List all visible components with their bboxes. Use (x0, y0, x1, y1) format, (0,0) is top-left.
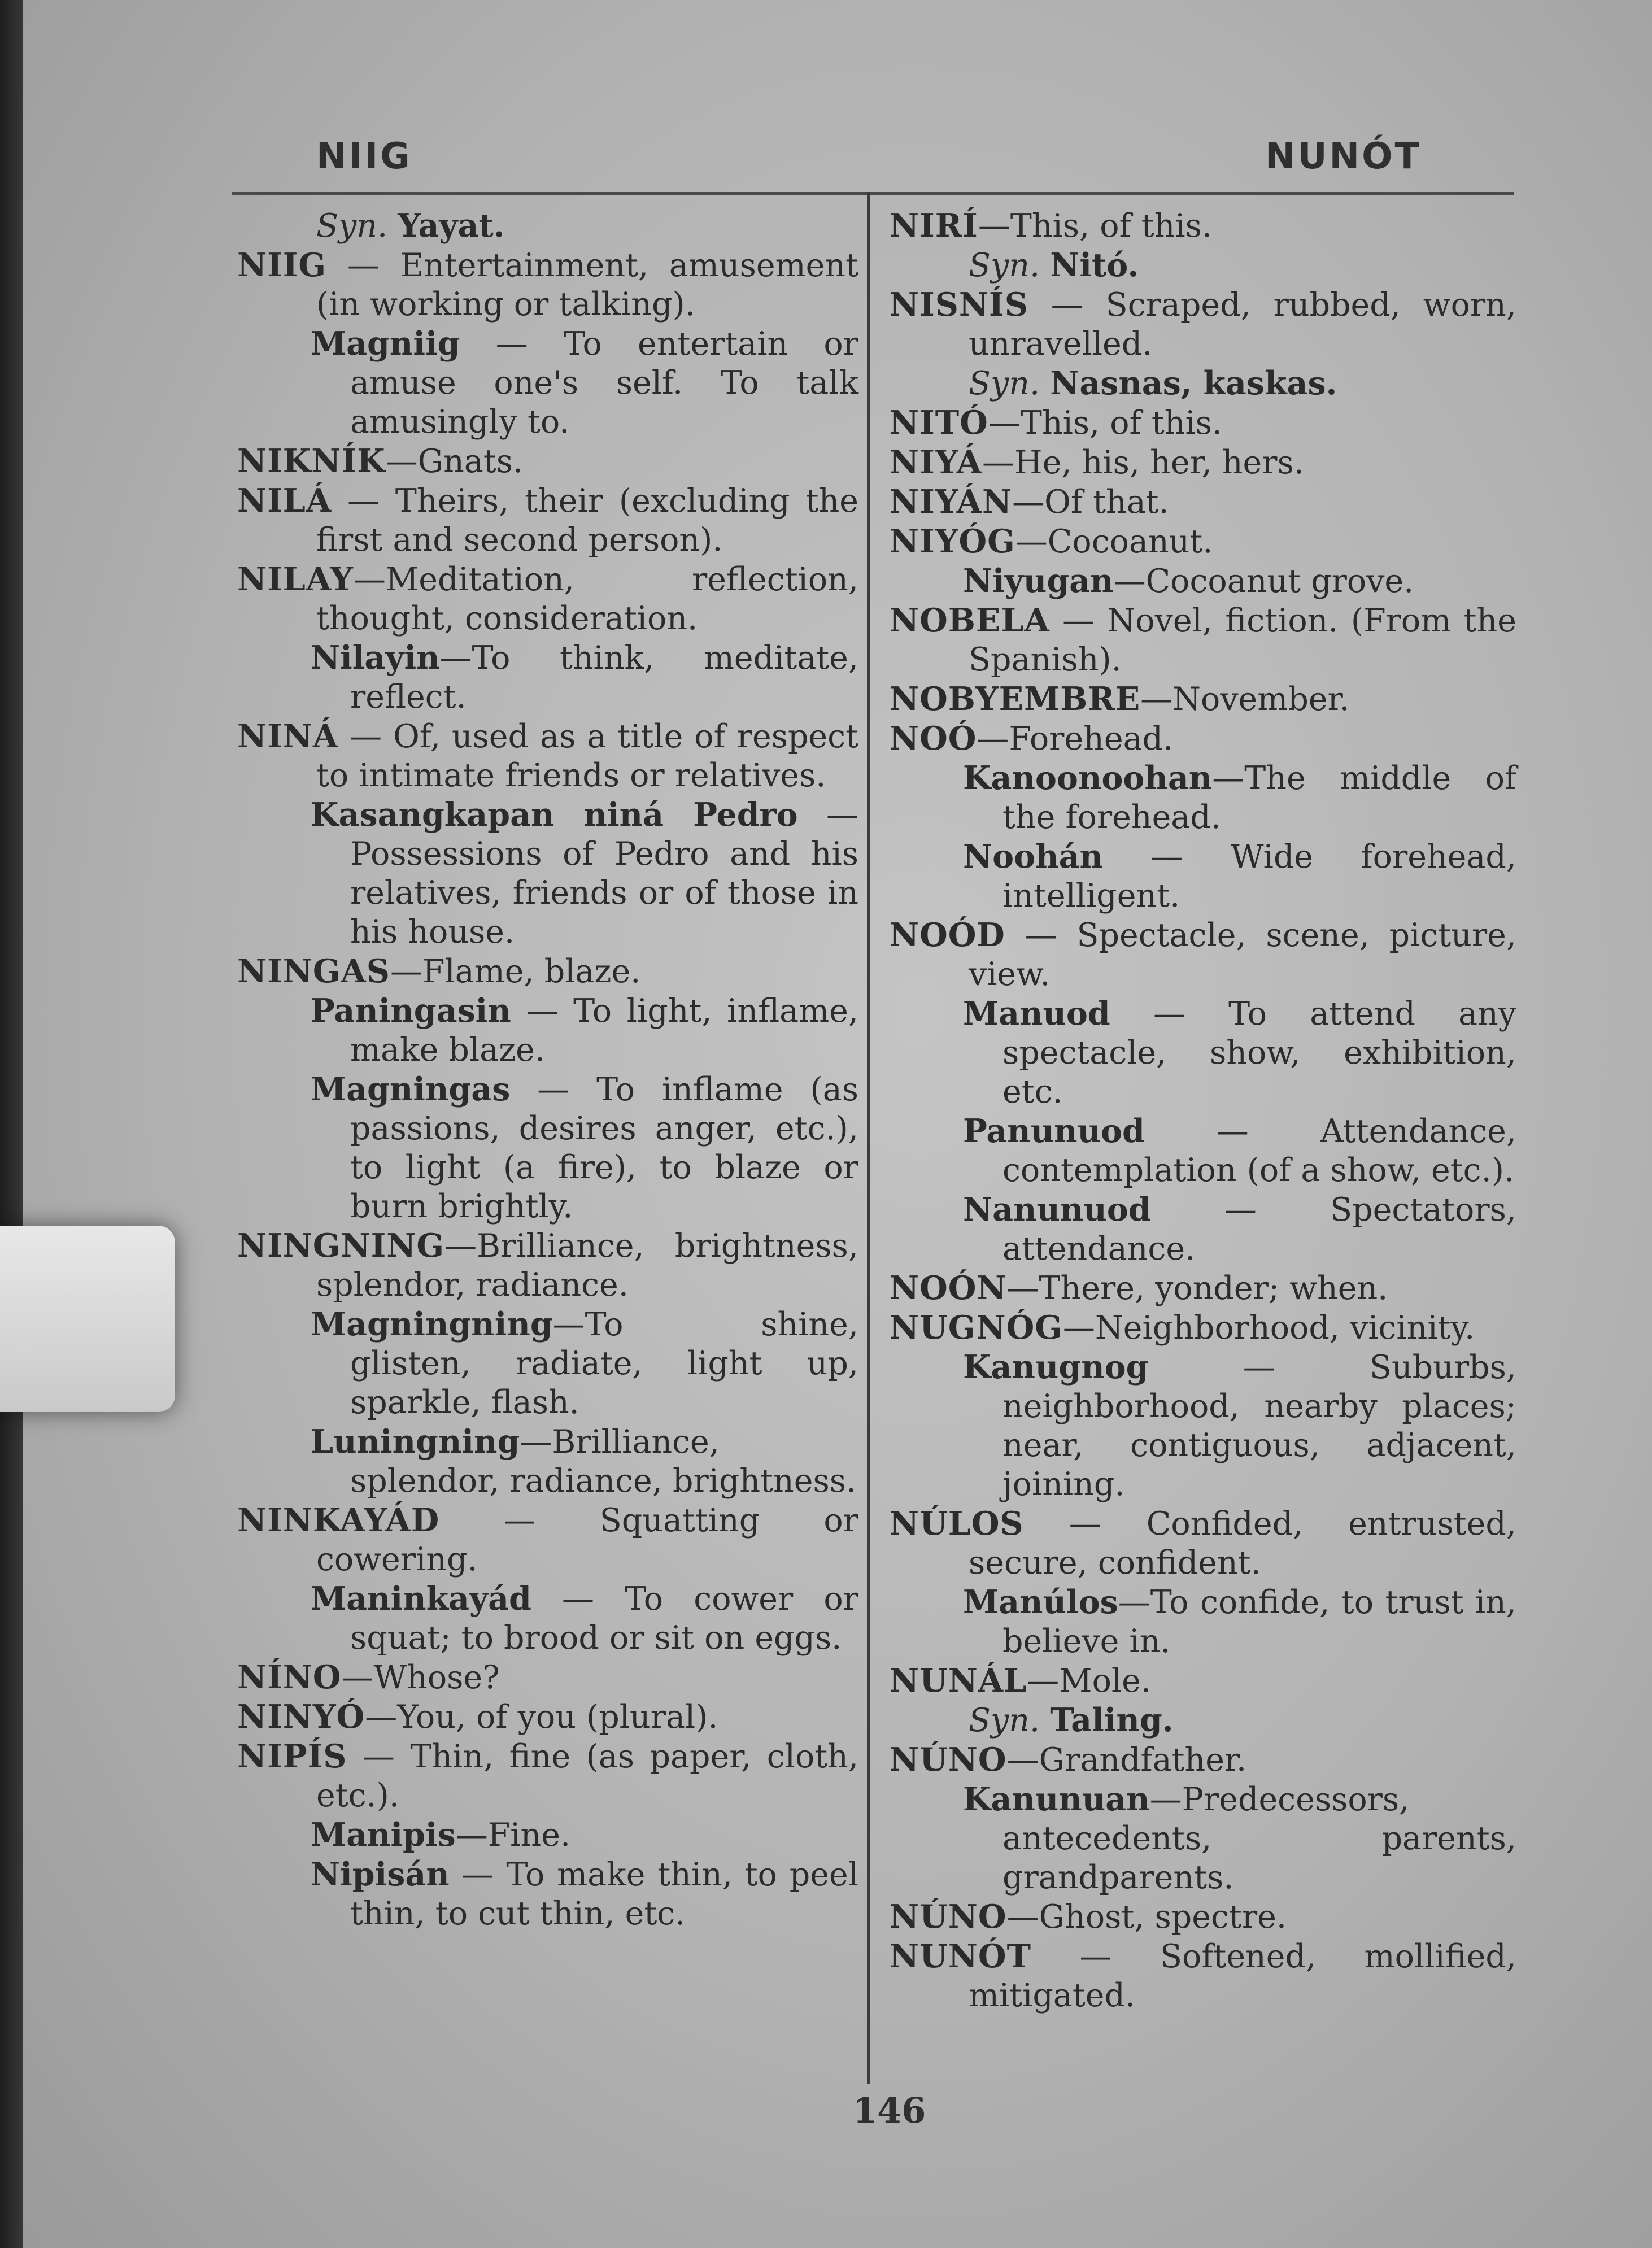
derived-word: Maninkayád (311, 1580, 531, 1618)
definition-text: — To entertain or amuse one's self. To talk amusingly to. (350, 325, 858, 441)
dictionary-entry (890, 482, 1516, 522)
derived-word: Paningasin (311, 992, 511, 1030)
definition-text: —To confide, to trust in, believe in. (1002, 1584, 1516, 1660)
synonym-line (237, 206, 858, 246)
definition-text: —Neighborhood, vicinity. (1062, 1309, 1475, 1347)
definition-text: — Of, used as a title of respect to intimate friends or relatives. (316, 718, 858, 794)
synonym-word: Taling. (1050, 1701, 1174, 1739)
dictionary-entry (890, 1740, 1516, 1780)
headword: NUNÁL (890, 1662, 1027, 1700)
dictionary-entry (890, 1661, 1516, 1701)
sub-entry (890, 1112, 1516, 1190)
definition-text: —Forehead. (977, 720, 1174, 757)
definition-text: —Mole. (1027, 1662, 1151, 1700)
dictionary-entry (237, 442, 858, 481)
definition-text: —Cocoanut grove. (1113, 563, 1414, 600)
headword: NILÁ (237, 482, 332, 520)
dictionary-entry (237, 1737, 858, 1815)
definition-text: — To cower or squat; to brood or sit on eggs. (350, 1580, 858, 1657)
headword: NÚLOS (890, 1505, 1024, 1543)
definition-text: —You, of you (plural). (365, 1698, 718, 1736)
headword: NUGNÓG (890, 1309, 1063, 1347)
sub-entry (237, 1070, 858, 1226)
headword: NILAY (237, 560, 354, 598)
sub-entry (890, 994, 1516, 1112)
sub-entry (890, 1583, 1516, 1661)
definition-text: —November. (1140, 681, 1350, 718)
definition-text: — Softened, mollified, mitigated. (969, 1938, 1516, 2014)
sub-entry (237, 795, 858, 952)
dictionary-entry (890, 719, 1516, 759)
headword: NIKNÍK (237, 442, 386, 480)
sub-entry (890, 1190, 1516, 1269)
derived-word: Nipisán (311, 1855, 450, 1893)
headword: NISNÍS (890, 286, 1028, 324)
header-rule (232, 192, 1514, 195)
synonym-line (890, 246, 1516, 285)
headword: NIYÓG (890, 522, 1015, 560)
sub-entry (237, 1579, 858, 1658)
synonym-line (890, 364, 1516, 403)
sub-entry (890, 561, 1516, 601)
synonym-word: Yayat. (398, 207, 505, 245)
definition-text: — To attend any spectacle, show, exhibition, etc. (1002, 995, 1516, 1110)
definition-text: —Of that. (1012, 483, 1169, 521)
derived-word: Noohán (963, 838, 1103, 875)
definition-text: —He, his, her, hers. (982, 444, 1304, 481)
dictionary-entry (890, 522, 1516, 561)
definition-text: — Attendance, contemplation (of a show, etc.). (1002, 1113, 1516, 1189)
synonym-word: Nasnas, kaskas. (1050, 364, 1337, 402)
definition-text: —Cocoanut. (1015, 523, 1213, 560)
sub-entry (237, 1855, 858, 1933)
definition-text: —To think, meditate, reflect. (350, 639, 858, 716)
sub-entry (237, 1305, 858, 1422)
definition-text: —To shine, glisten, radiate, light up, sparkle, flash. (350, 1306, 858, 1421)
derived-word: Magningning (311, 1305, 553, 1343)
dictionary-entry (890, 285, 1516, 364)
headword: NOÓD (890, 916, 1005, 954)
definition-text: — Possessions of Pedro and his relatives, friends or of those in his house. (350, 796, 858, 951)
sub-entry (237, 638, 858, 717)
headword: NITÓ (890, 404, 988, 442)
sub-entry (237, 991, 858, 1070)
definition-text: —This, of this. (988, 404, 1223, 442)
dictionary-entry (890, 679, 1516, 719)
dictionary-entry (890, 601, 1516, 679)
synonym-word: Nitó. (1050, 246, 1139, 284)
headword: NINGNING (237, 1227, 445, 1265)
dictionary-entry (237, 246, 858, 324)
definition-text: — Scraped, rubbed, worn, unravelled. (969, 286, 1516, 363)
definition-text: — To make thin, to peel thin, to cut thin, etc. (350, 1856, 858, 1932)
definition-text: —The middle of the forehead. (1002, 760, 1516, 836)
dictionary-entry (237, 560, 858, 638)
definition-text: — To inflame (as passions, desires anger, etc.), to light (a fire), to blaze or burn brightly. (350, 1071, 858, 1225)
synonym-label: Syn. (316, 207, 388, 245)
definition-text: —Predecessors, antecedents, parents, grandparents. (1002, 1781, 1516, 1896)
dictionary-entry (890, 1308, 1516, 1348)
dictionary-entry (237, 1501, 858, 1579)
column-divider (867, 192, 870, 2084)
definition-text: — Novel, fiction. (From the Spanish). (969, 602, 1516, 678)
definition-text: —Brilliance, brightness, splendor, radiance. (316, 1227, 858, 1304)
derived-word: Magningas (311, 1070, 511, 1108)
dictionary-entry (890, 1269, 1516, 1308)
definition-text: —Ghost, spectre. (1006, 1898, 1287, 1936)
sub-entry (237, 1815, 858, 1855)
dictionary-entry (890, 1504, 1516, 1583)
dictionary-entry (237, 481, 858, 560)
headword: NIPÍS (237, 1737, 347, 1775)
definition-text: —Fine. (455, 1816, 571, 1854)
headword: NOÓN (890, 1269, 1007, 1307)
dictionary-entry (237, 717, 858, 795)
definition-text: — Suburbs, neighborhood, nearby places; near, contiguous, adjacent, joining. (1002, 1349, 1516, 1503)
definition-text: —There, yonder; when. (1006, 1270, 1388, 1307)
headword: NÚNO (890, 1898, 1007, 1936)
derived-word: Magniig (311, 325, 460, 363)
headword: NINKAYÁD (237, 1501, 440, 1539)
definition-text: —Whose? (341, 1659, 500, 1696)
derived-word: Panunuod (963, 1112, 1145, 1150)
right-column (890, 206, 1516, 2015)
definition-text: —Meditation, reflection, thought, consideration. (316, 561, 858, 637)
running-header-right: NUNÓT (1265, 136, 1422, 177)
headword: NIYÁ (890, 443, 983, 481)
definition-text: — Spectacle, scene, picture, view. (969, 917, 1516, 993)
definition-text: — Entertainment, amusement (in working or talking). (316, 247, 858, 323)
headword: NOBYEMBRE (890, 680, 1141, 718)
headword: NÍNO (237, 1658, 342, 1696)
definition-text: — Theirs, their (excluding the first and second person). (316, 482, 858, 559)
derived-word: Kanugnog (963, 1348, 1149, 1386)
definition-text: — Squatting or cowering. (316, 1502, 858, 1578)
derived-word: Niyugan (963, 562, 1114, 600)
dictionary-entry (890, 206, 1516, 246)
definition-text: — Thin, fine (as paper, cloth, etc.). (316, 1738, 858, 1814)
headword: NIRÍ (890, 207, 978, 245)
sub-entry (890, 1780, 1516, 1897)
dictionary-entry (890, 1937, 1516, 2015)
synonym-label: Syn. (969, 1702, 1040, 1739)
dictionary-entry (890, 443, 1516, 482)
derived-word: Manúlos (963, 1583, 1118, 1621)
definition-text: —Grandfather. (1006, 1741, 1247, 1779)
definition-text: —Gnats. (385, 443, 524, 480)
headword: NUNÓT (890, 1937, 1031, 1975)
derived-word: Nilayin (311, 639, 440, 677)
headword: NOÓ (890, 720, 977, 757)
dictionary-entry (890, 1897, 1516, 1937)
sub-entry (890, 837, 1516, 916)
headword: NINYÓ (237, 1698, 365, 1736)
running-header-left: NIIG (316, 136, 412, 177)
definition-text: —Brilliance, splendor, radiance, brightness. (350, 1423, 857, 1500)
headword: NINÁ (237, 717, 339, 755)
headword: NÚNO (890, 1741, 1007, 1779)
dictionary-entry (237, 1226, 858, 1305)
synonym-line (890, 1701, 1516, 1740)
definition-text: — Confided, entrusted, secure, confident. (969, 1505, 1516, 1582)
definition-text: —Flame, blaze. (390, 953, 641, 990)
sub-entry (237, 324, 858, 442)
page-number: 146 (853, 2090, 926, 2131)
derived-word: Luningning (311, 1423, 520, 1461)
headword: NINGAS (237, 952, 390, 990)
derived-word: Manuod (963, 995, 1110, 1032)
synonym-label: Syn. (969, 247, 1040, 284)
derived-word: Kanoonoohan (963, 759, 1213, 797)
definition-text: — To light, inflame, make blaze. (350, 992, 858, 1069)
headword: NOBELA (890, 602, 1050, 639)
page-clip (0, 1226, 175, 1412)
headword: NIYÁN (890, 483, 1013, 521)
dictionary-entry (237, 952, 858, 991)
sub-entry (890, 759, 1516, 837)
definition-text: — Wide forehead, intelligent. (1002, 838, 1516, 914)
derived-word: Manipis (311, 1816, 456, 1854)
sub-entry (237, 1422, 858, 1501)
sub-entry (890, 1348, 1516, 1504)
dictionary-entry (237, 1697, 858, 1737)
dictionary-entry (890, 916, 1516, 994)
dictionary-entry (237, 1658, 858, 1697)
synonym-label: Syn. (969, 365, 1040, 402)
definition-text: —This, of this. (978, 207, 1213, 245)
derived-word: Kanunuan (963, 1780, 1150, 1818)
dictionary-entry (890, 403, 1516, 443)
derived-word: Kasangkapan niná Pedro (311, 796, 798, 834)
headword: NIIG (237, 246, 327, 284)
definition-text: — Spectators, attendance. (1002, 1191, 1516, 1267)
derived-word: Nanunuod (963, 1191, 1151, 1228)
left-column (237, 206, 858, 1933)
